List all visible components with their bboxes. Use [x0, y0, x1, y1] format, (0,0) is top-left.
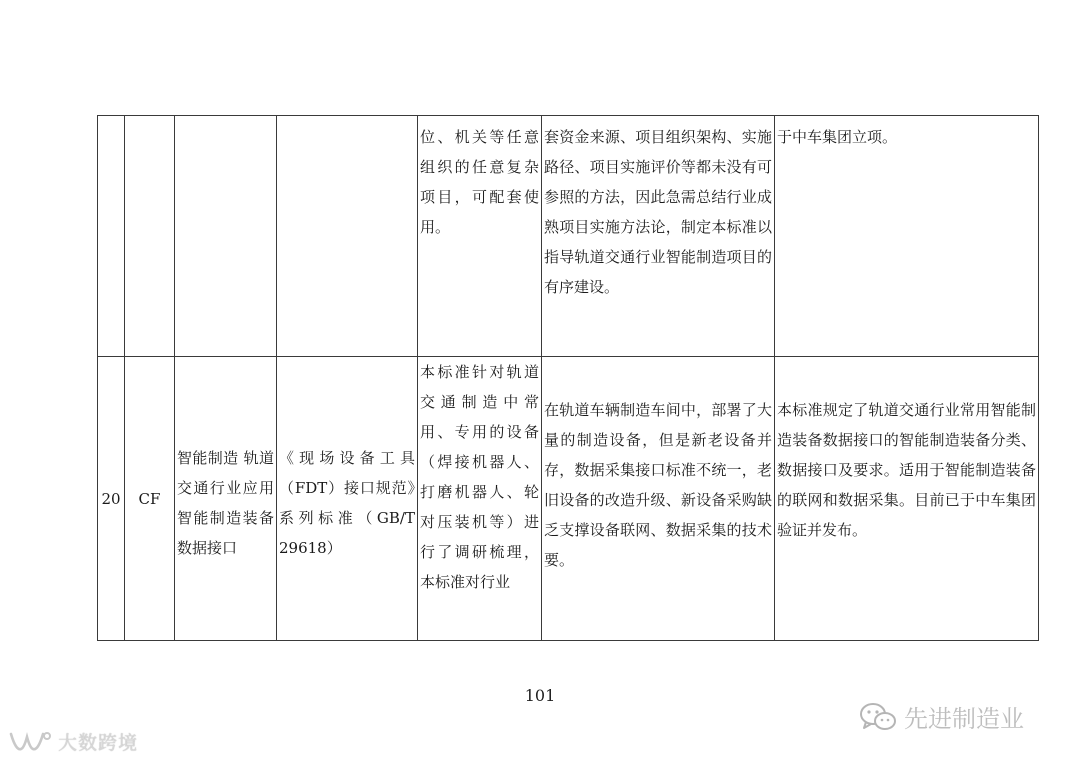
cell-code — [125, 116, 175, 357]
cell-text: 本标准规定了轨道交通行业常用智能制造装备数据接口的智能制造装备分类、数据接口及要求。适用于智能制造装备的联网和数据采集。目前已于中车集团验证并发布。 — [777, 401, 1036, 539]
watermark-left-text: 大数跨境 — [58, 732, 139, 754]
cell-necessity — [542, 357, 775, 641]
watermark-right-text: 先进制造业 — [904, 705, 1024, 733]
cell-scope — [418, 357, 542, 641]
table-row — [98, 116, 1039, 357]
cell-status — [775, 116, 1039, 357]
cell-index — [98, 116, 125, 357]
cell-reference-standard — [277, 357, 418, 641]
cell-text: 智能制造 轨道交通行业应用 智能制造装备数据接口 — [177, 448, 274, 557]
wechat-channel-logo-icon — [8, 729, 54, 755]
table-row — [98, 357, 1039, 641]
cell-text: 本标准针对轨道交通制造中常用、专用的设备（焊接机器人、打磨机器人、轮对压装机等）进行了调研梳理，本标准对行业 — [420, 363, 539, 591]
cell-text: 在轨道车辆制造车间中，部署了大量的制造设备，但是新老设备并存，数据采集接口标准不统一，老旧设备的改造升级、新设备采购缺乏支撑设备联网、数据采集的技术要。 — [544, 401, 772, 569]
cell-code: CF — [125, 357, 175, 641]
watermark-right — [858, 699, 1024, 734]
cell-text: 《现场设备工具（FDT）接口规范》系列标准（GB/T 29618） — [279, 448, 415, 557]
cell-text: 于中车集团立项。 — [777, 128, 898, 146]
cell-name — [175, 116, 277, 357]
cell-text: 套资金来源、项目组织架构、实施路径、项目实施评价等都未没有可参照的方法，因此急需总结行业成熟项目实施方法论，制定本标准以指导轨道交通行业智能制造项目的有序建设。 — [544, 128, 772, 296]
cell-necessity — [542, 116, 775, 357]
page-number: 101 — [524, 686, 556, 705]
cell-name — [175, 357, 277, 641]
cell-status — [775, 357, 1039, 641]
cell-text: 位、机关等任意组织的任意复杂项目，可配套使用。 — [420, 128, 539, 236]
cell-index: 20 — [98, 357, 125, 641]
standards-table — [97, 115, 1039, 641]
wechat-logo-icon — [858, 701, 898, 733]
cell-scope — [418, 116, 542, 357]
cell-reference-standard — [277, 116, 418, 357]
watermark-left — [8, 728, 138, 755]
